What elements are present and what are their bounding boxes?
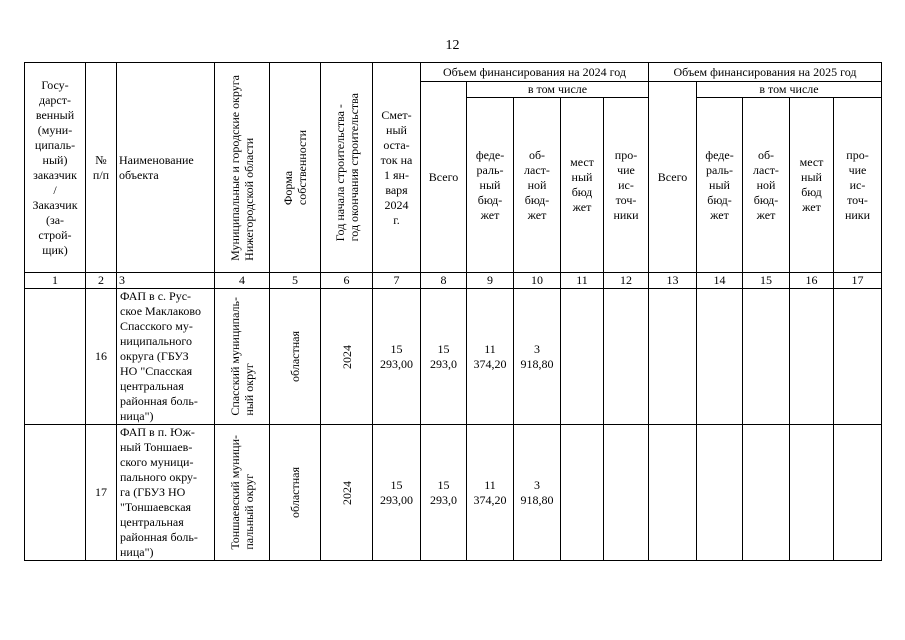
row-regional-2024: 3 918,80 <box>514 289 561 425</box>
row-other-2024 <box>604 425 649 561</box>
header-federal-2025: феде- раль- ный бюд- жет <box>697 98 743 273</box>
header-local-2025: мест ный бюд жет <box>790 98 834 273</box>
row-municipal: Спасский муниципаль- ный округ <box>228 297 256 416</box>
row-estimate: 15 293,00 <box>373 289 421 425</box>
header-num: № п/п <box>86 63 117 273</box>
row-num: 17 <box>86 425 117 561</box>
header-years: Год начала строительства - год окончания строительства <box>332 93 361 242</box>
financing-table <box>24 62 882 561</box>
row-years: 2024 <box>339 344 354 369</box>
row-ownership: областная <box>288 331 302 382</box>
column-number: 10 <box>514 273 561 289</box>
header-other-2024: про- чие ис- точ- ники <box>604 98 649 273</box>
header-regional-2024: об- ласт- ной бюд- жет <box>514 98 561 273</box>
header-fin-2024: Объем финансирования на 2024 год <box>421 63 649 82</box>
row-local-2025 <box>790 289 834 425</box>
row-local-2024 <box>561 289 604 425</box>
column-number: 9 <box>467 273 514 289</box>
row-other-2024 <box>604 289 649 425</box>
row-estimate: 15 293,00 <box>373 425 421 561</box>
column-number: 7 <box>373 273 421 289</box>
row-federal-2024: 11 374,20 <box>467 289 514 425</box>
row-regional-2024: 3 918,80 <box>514 425 561 561</box>
column-number: 14 <box>697 273 743 289</box>
row-municipal-cell <box>215 289 270 425</box>
header-municipal-cell <box>215 63 270 273</box>
column-number: 8 <box>421 273 467 289</box>
row-local-2025 <box>790 425 834 561</box>
column-number: 16 <box>790 273 834 289</box>
header-ownership: Форма собственности <box>281 129 309 206</box>
row-federal-2025 <box>697 289 743 425</box>
header-including-2025: в том числе <box>697 82 882 98</box>
column-number: 13 <box>649 273 697 289</box>
table-row <box>25 425 882 561</box>
row-customer <box>25 425 86 561</box>
row-ownership: областная <box>288 467 302 518</box>
row-regional-2025 <box>743 425 790 561</box>
row-ownership-cell <box>270 425 321 561</box>
column-number: 17 <box>834 273 882 289</box>
row-municipal-cell <box>215 425 270 561</box>
table-row <box>25 289 882 425</box>
row-ownership-cell <box>270 289 321 425</box>
row-num: 16 <box>86 289 117 425</box>
header-including-2024: в том числе <box>467 82 649 98</box>
column-number: 3 <box>117 273 215 289</box>
row-object-name: ФАП в с. Рус- ское Маклаково Спасского му- ниципального округа (ГБУЗ НО "Спасская центральная районная боль- ница") <box>117 289 215 425</box>
header-total-2024: Всего <box>421 82 467 273</box>
column-number: 6 <box>321 273 373 289</box>
page-number: 12 <box>445 38 460 53</box>
column-number: 4 <box>215 273 270 289</box>
row-other-2025 <box>834 425 882 561</box>
header-name: Наименование объекта <box>117 63 215 273</box>
header-municipal: Муниципальные и городские округа Нижегородской области <box>228 74 256 261</box>
column-number: 1 <box>25 273 86 289</box>
row-customer <box>25 289 86 425</box>
column-number: 2 <box>86 273 117 289</box>
column-number: 5 <box>270 273 321 289</box>
row-total-2024: 15 293,0 <box>421 289 467 425</box>
header-local-2024: мест ный бюд жет <box>561 98 604 273</box>
header-ownership-cell <box>270 63 321 273</box>
header-estimate: Смет- ный оста- ток на 1 ян- варя 2024 г. <box>373 63 421 273</box>
row-local-2024 <box>561 425 604 561</box>
header-fin-2025: Объем финансирования на 2025 год <box>649 63 882 82</box>
header-regional-2025: об- ласт- ной бюд- жет <box>743 98 790 273</box>
row-total-2025 <box>649 289 697 425</box>
header-federal-2024: феде- раль- ный бюд- жет <box>467 98 514 273</box>
row-other-2025 <box>834 289 882 425</box>
column-number: 15 <box>743 273 790 289</box>
row-regional-2025 <box>743 289 790 425</box>
row-total-2025 <box>649 425 697 561</box>
header-customer: Госу- дарст- венный (муни- ципаль- ный) заказчик / Заказчик (за- строй- щик) <box>25 63 86 273</box>
row-years-cell <box>321 425 373 561</box>
row-municipal: Тоншаевский муници- пальный округ <box>228 435 256 550</box>
header-total-2025: Всего <box>649 82 697 273</box>
header-other-2025: про- чие ис- точ- ники <box>834 98 882 273</box>
row-total-2024: 15 293,0 <box>421 425 467 561</box>
column-number-row <box>25 273 882 289</box>
row-years: 2024 <box>339 480 354 505</box>
row-years-cell <box>321 289 373 425</box>
row-object-name: ФАП в п. Юж- ный Тоншаев- ского муници- пального окру- га (ГБУЗ НО "Тоншаевская центральная районная боль- ница") <box>117 425 215 561</box>
header-years-cell <box>321 63 373 273</box>
column-number: 12 <box>604 273 649 289</box>
column-number: 11 <box>561 273 604 289</box>
row-federal-2024: 11 374,20 <box>467 425 514 561</box>
row-federal-2025 <box>697 425 743 561</box>
